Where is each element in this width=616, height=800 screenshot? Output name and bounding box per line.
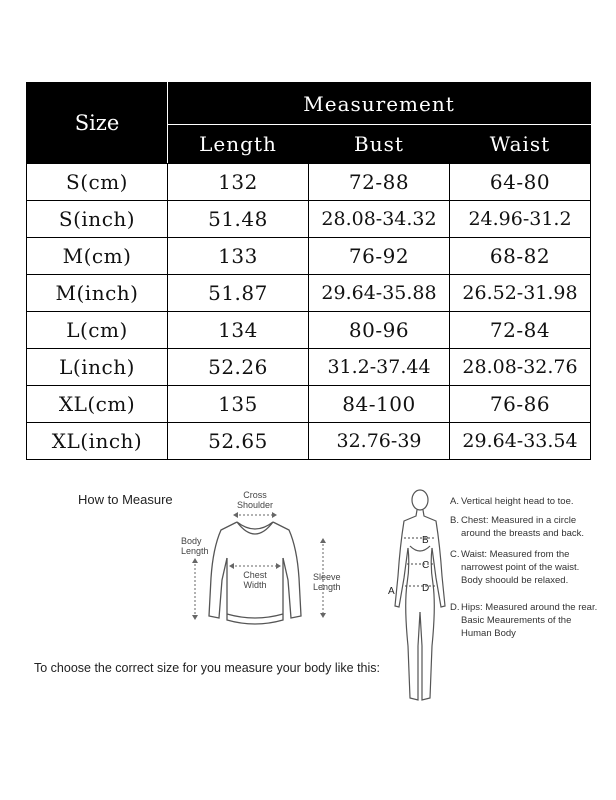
body-length-label: Length xyxy=(181,546,209,556)
waist-cell: 64-80 xyxy=(450,164,591,201)
waist-cell: 24.96-31.2 xyxy=(450,201,591,238)
cross-shoulder-label: Cross xyxy=(243,490,267,500)
sleeve-length-label: Sleeve xyxy=(313,572,341,582)
note-text: Hips: Measured around the rear. Basic Meaurements of the Human Body xyxy=(461,602,598,639)
sleeve-length-label: Length xyxy=(313,582,341,592)
measurement-header: Measurement xyxy=(168,83,591,125)
waist-cell: 72-84 xyxy=(450,312,591,349)
table-row xyxy=(27,423,591,460)
table-row xyxy=(27,275,591,312)
note-c xyxy=(450,548,600,587)
note-text: Chest: Measured in a circle around the breasts and back. xyxy=(461,515,585,539)
table-row xyxy=(27,349,591,386)
size-cell: M(cm) xyxy=(27,238,168,275)
bust-column-header: Bust xyxy=(309,125,450,164)
size-cell: L(cm) xyxy=(27,312,168,349)
bust-cell: 76-92 xyxy=(309,238,450,275)
note-text: Vertical height head to toe. xyxy=(461,496,574,507)
waist-cell: 28.08-32.76 xyxy=(450,349,591,386)
length-cell: 52.26 xyxy=(168,349,309,386)
body-marker-c: C xyxy=(422,560,430,571)
bust-cell: 31.2-37.44 xyxy=(309,349,450,386)
note-text: Waist: Measured from the narrowest point of the waist. Body shoould be relaxed. xyxy=(461,549,580,586)
length-cell: 51.48 xyxy=(168,201,309,238)
waist-cell: 29.64-33.54 xyxy=(450,423,591,460)
bust-cell: 84-100 xyxy=(309,386,450,423)
sweater-diagram xyxy=(175,488,365,648)
size-cell: S(inch) xyxy=(27,201,168,238)
body-marker-a: A xyxy=(388,586,395,597)
bust-cell: 28.08-34.32 xyxy=(309,201,450,238)
size-column-header: Size xyxy=(27,83,168,164)
length-column-header: Length xyxy=(168,125,309,164)
length-cell: 51.87 xyxy=(168,275,309,312)
note-letter: A. xyxy=(450,496,459,507)
bust-cell: 32.76-39 xyxy=(309,423,450,460)
table-row xyxy=(27,201,591,238)
chest-width-label: Chest xyxy=(243,570,267,580)
note-a xyxy=(450,495,600,508)
note-b xyxy=(450,514,600,540)
note-letter: D. xyxy=(450,602,460,613)
table-row xyxy=(27,386,591,423)
length-cell: 133 xyxy=(168,238,309,275)
note-d xyxy=(450,601,600,640)
body-marker-d: D xyxy=(422,583,430,594)
size-cell: M(inch) xyxy=(27,275,168,312)
size-cell: L(inch) xyxy=(27,349,168,386)
table-row xyxy=(27,312,591,349)
size-cell: S(cm) xyxy=(27,164,168,201)
waist-column-header: Waist xyxy=(450,125,591,164)
cross-shoulder-label: Shoulder xyxy=(236,500,274,510)
body-length-label: Body xyxy=(181,536,202,546)
chest-width-label: Width xyxy=(243,580,267,590)
bust-cell: 80-96 xyxy=(309,312,450,349)
waist-cell: 68-82 xyxy=(450,238,591,275)
size-cell: XL(cm) xyxy=(27,386,168,423)
table-row xyxy=(27,238,591,275)
body-figure-diagram xyxy=(380,486,450,716)
note-letter: C. xyxy=(450,549,460,560)
waist-cell: 76-86 xyxy=(450,386,591,423)
length-cell: 135 xyxy=(168,386,309,423)
bust-cell: 72-88 xyxy=(309,164,450,201)
measurement-notes xyxy=(450,495,600,646)
waist-cell: 26.52-31.98 xyxy=(450,275,591,312)
size-chart-table xyxy=(26,82,591,460)
how-to-measure-title: How to Measure xyxy=(78,492,173,507)
length-cell: 134 xyxy=(168,312,309,349)
length-cell: 132 xyxy=(168,164,309,201)
table-row xyxy=(27,164,591,201)
length-cell: 52.65 xyxy=(168,423,309,460)
body-marker-b: B xyxy=(422,535,429,546)
size-cell: XL(inch) xyxy=(27,423,168,460)
instruction-text: To choose the correct size for you measure your body like this: xyxy=(34,661,380,675)
note-letter: B. xyxy=(450,515,459,526)
bust-cell: 29.64-35.88 xyxy=(309,275,450,312)
